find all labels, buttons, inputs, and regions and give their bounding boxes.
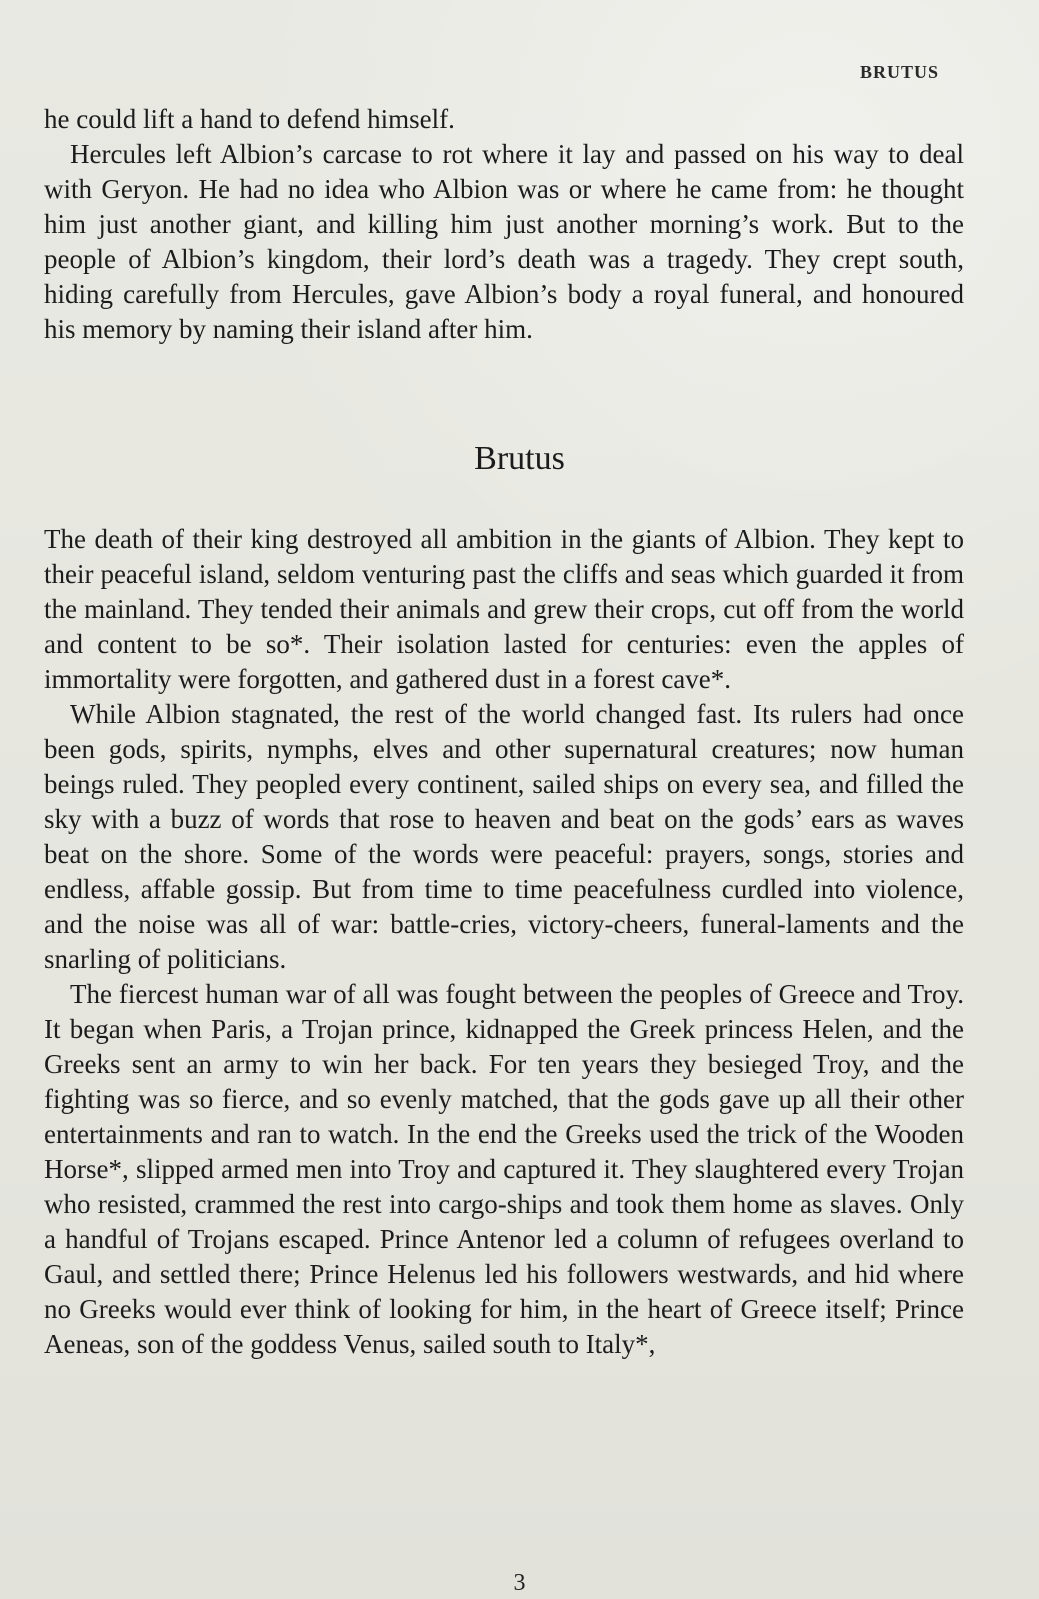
chapter-text-block xyxy=(44,522,964,1362)
chapter-paragraph-3: The fiercest human war of all was fought between the peoples of Greece and Troy. It began when Paris, a Trojan prince, kidnapped the Greek princess Helen, and the Greeks sent an army to win her back. For ten years they besieged Troy, and the fighting was so fierce, and so evenly matched, that the gods gave up all their other entertainments and ran to watch. In the end the Greeks used the trick of the Wooden Horse*, slipped armed men into Troy and captured it. They slaughtered every Trojan who resisted, crammed the rest into cargo-ships and took them home as slaves. Only a handful of Trojans escaped. Prince Antenor led a column of refugees overland to Gaul, and settled there; Prince Helenus led his followers westwards, and hid where no Greeks would ever think of looking for him, in the heart of Greece itself; Prince Aeneas, son of the goddess Venus, sailed south to Italy*, xyxy=(44,979,964,1359)
continued-line: he could lift a hand to defend himself. xyxy=(44,104,455,134)
top-text-block xyxy=(44,102,964,347)
chapter-paragraph-2: While Albion stagnated, the rest of the world changed fast. Its rulers had once been gods, spirits, nymphs, elves and other supernatural creatures; now human beings ruled. They peopled every continent, sailed ships on every sea, and filled the sky with a buzz of words that rose to heaven and beat on the gods’ ears as waves beat on the shore. Some of the words were peaceful: prayers, songs, stories and endless, affable gossip. But from time to time peacefulness curdled into violence, and the noise was all of war: battle-cries, victory-cheers, funeral-laments and the snarling of politicians. xyxy=(44,699,964,974)
paragraph: Hercules left Albion’s carcase to rot where it lay and passed on his way to deal with Geryon. He had no idea who Albion was or where he came from: he thought him just another giant, and killing him just another morning’s work. But to the people of Albion’s kingdom, their lord’s death was a tragedy. They crept south, hiding carefully from Hercules, gave Albion’s body a royal funeral, and honoured his memory by naming their island after him. xyxy=(44,139,964,344)
chapter-paragraph-1: The death of their king destroyed all ambition in the giants of Albion. They kept to their peaceful island, seldom venturing past the cliffs and seas which guarded it from the mainland. They tended their animals and grew their crops, cut off from the world and content to be so*. Their isolation lasted for centuries: even the apples of immortality were forgotten, and gathered dust in a forest cave*. xyxy=(44,524,964,694)
chapter-title: Brutus xyxy=(474,440,565,477)
page-number: 3 xyxy=(513,1570,526,1596)
running-head: BRUTUS xyxy=(859,62,939,82)
